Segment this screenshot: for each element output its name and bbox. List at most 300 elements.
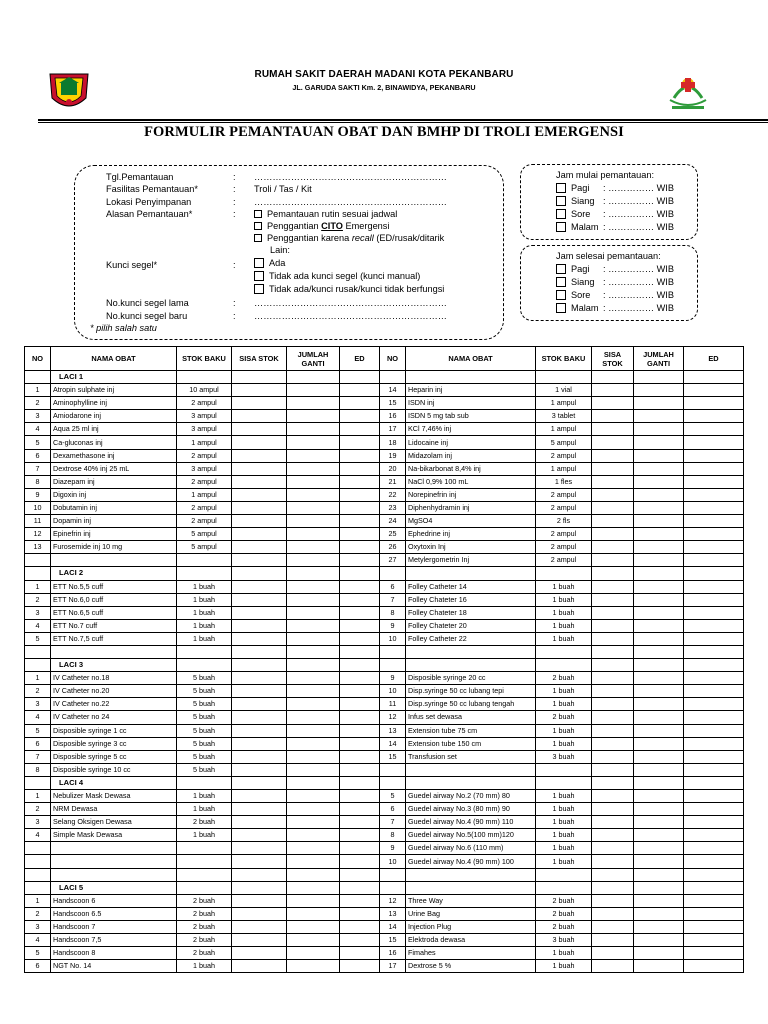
jumlah-ganti-input[interactable] [287,763,340,776]
jam-mulai-pagi[interactable]: Pagi : …………… WIB [556,183,674,194]
jumlah-ganti-input[interactable] [634,672,684,685]
jumlah-ganti-input[interactable] [287,449,340,462]
table-row [25,737,744,750]
sisa-stok-input[interactable] [592,685,634,698]
jumlah-ganti-input[interactable] [634,894,684,907]
jumlah-ganti-input[interactable] [634,423,684,436]
jumlah-ganti-input[interactable] [287,790,340,803]
ed-input[interactable] [340,934,380,947]
jumlah-ganti-input[interactable] [634,449,684,462]
lokasi-fill-field[interactable]: ……………………………………………………… [254,197,447,207]
jumlah-ganti-input[interactable] [287,397,340,410]
sisa-stok-input[interactable] [592,855,634,868]
ed-input[interactable] [684,803,744,816]
sisa-stok-input[interactable] [592,475,634,488]
item-name [406,868,536,881]
sisa-stok-input[interactable] [232,803,287,816]
ed-input[interactable] [684,829,744,842]
sisa-stok-input[interactable] [232,580,287,593]
sisa-stok-input[interactable] [232,816,287,829]
jumlah-ganti-input[interactable] [287,724,340,737]
item-name: IV Catheter no 24 [51,711,177,724]
ed-input[interactable] [340,829,380,842]
table-row [25,907,744,920]
ed-input[interactable] [684,894,744,907]
ed-input[interactable] [340,724,380,737]
jumlah-ganti-input[interactable] [287,816,340,829]
item-no: 10 [380,632,406,645]
ed-input[interactable] [684,737,744,750]
sisa-stok-input[interactable] [232,436,287,449]
jumlah-ganti-input[interactable] [634,541,684,554]
sisa-stok-input[interactable] [592,528,634,541]
ed-input[interactable] [340,698,380,711]
ed-input[interactable] [340,475,380,488]
jumlah-ganti-input[interactable] [634,606,684,619]
ed-input[interactable] [684,750,744,763]
jumlah-ganti-input[interactable] [634,501,684,514]
jam-mulai-malam[interactable]: Malam : …………… WIB [556,222,674,233]
jumlah-ganti-input[interactable] [287,829,340,842]
jumlah-ganti-input[interactable] [287,410,340,423]
jumlah-ganti-input[interactable] [287,384,340,397]
sisa-stok-input[interactable] [232,698,287,711]
ed-input[interactable] [684,554,744,567]
ed-input[interactable] [684,449,744,462]
ed-input[interactable] [684,384,744,397]
jumlah-ganti-input[interactable] [287,541,340,554]
checkbox[interactable] [556,264,566,274]
sisa-stok-input[interactable] [232,672,287,685]
ed-input[interactable] [684,763,744,776]
sisa-stok-input[interactable] [232,554,287,567]
jumlah-ganti-input[interactable] [287,934,340,947]
sisa-stok-input[interactable] [592,934,634,947]
jumlah-ganti-input[interactable] [287,632,340,645]
sisa-stok-input[interactable] [232,410,287,423]
sisa-stok-input[interactable] [592,698,634,711]
jumlah-ganti-input[interactable] [287,855,340,868]
jam-mulai-sore[interactable]: Sore : …………… WIB [556,209,674,220]
jumlah-ganti-input[interactable] [634,829,684,842]
jumlah-ganti-input[interactable] [634,907,684,920]
ed-input[interactable] [340,449,380,462]
jam-selesai-sore[interactable]: Sore : …………… WIB [556,290,674,301]
sisa-stok-input[interactable] [232,907,287,920]
sisa-stok-input[interactable] [232,868,287,881]
jumlah-ganti-input[interactable] [634,816,684,829]
jumlah-ganti-input[interactable] [634,947,684,960]
jumlah-ganti-input[interactable] [634,436,684,449]
item-name [51,554,177,567]
ed-input[interactable] [684,580,744,593]
jumlah-ganti-input[interactable] [287,528,340,541]
jumlah-ganti-input[interactable] [634,868,684,881]
fasilitas-value[interactable]: Troli / Tas / Kit [254,184,312,194]
ed-input[interactable] [340,397,380,410]
jumlah-ganti-input[interactable] [287,750,340,763]
jumlah-ganti-input[interactable] [634,384,684,397]
checkbox[interactable] [254,271,264,281]
sisa-stok-input[interactable] [232,488,287,501]
ed-input[interactable] [340,619,380,632]
jam-selesai-siang[interactable]: Siang : …………… WIB [556,277,674,288]
ed-input[interactable] [684,410,744,423]
ed-input[interactable] [684,868,744,881]
jumlah-ganti-input[interactable] [634,515,684,528]
jumlah-ganti-input[interactable] [634,488,684,501]
ed-input[interactable] [340,501,380,514]
sisa-stok-input[interactable] [232,423,287,436]
sisa-stok-input[interactable] [232,685,287,698]
ed-input[interactable] [340,580,380,593]
ed-input[interactable] [340,803,380,816]
checkbox[interactable] [556,209,566,219]
ed-input[interactable] [340,410,380,423]
empty-cell [25,567,51,580]
sisa-stok-input[interactable] [592,737,634,750]
jumlah-ganti-input[interactable] [634,580,684,593]
jumlah-ganti-input[interactable] [634,960,684,973]
sisa-stok-input[interactable] [592,449,634,462]
sisa-stok-input[interactable] [592,632,634,645]
sisa-stok-input[interactable] [592,960,634,973]
checkbox[interactable] [254,222,262,230]
sisa-stok-input[interactable] [232,475,287,488]
jam-selesai-malam[interactable]: Malam : …………… WIB [556,303,674,314]
ed-input[interactable] [684,960,744,973]
ed-input[interactable] [340,763,380,776]
sisa-stok-input[interactable] [232,528,287,541]
ed-input[interactable] [684,475,744,488]
sisa-stok-input[interactable] [232,711,287,724]
sisa-stok-input[interactable] [232,606,287,619]
sisa-stok-input[interactable] [232,960,287,973]
jumlah-ganti-input[interactable] [634,410,684,423]
checkbox[interactable] [556,277,566,287]
alasan-option-cito[interactable]: Penggantian CITO Emergensi [254,221,389,232]
sisa-stok-input[interactable] [592,580,634,593]
segel-lama-fill-field[interactable]: ……………………………………………………… [254,298,447,308]
item-no: 15 [380,934,406,947]
ed-input[interactable] [340,868,380,881]
ed-input[interactable] [340,711,380,724]
ed-input[interactable] [684,816,744,829]
jumlah-ganti-input[interactable] [634,632,684,645]
sisa-stok-input[interactable] [592,763,634,776]
sisa-stok-input[interactable] [592,816,634,829]
jumlah-ganti-input[interactable] [287,894,340,907]
ed-input[interactable] [340,554,380,567]
jumlah-ganti-input[interactable] [287,698,340,711]
ed-input[interactable] [684,724,744,737]
jumlah-ganti-input[interactable] [287,672,340,685]
jumlah-ganti-input[interactable] [634,803,684,816]
jumlah-ganti-input[interactable] [287,501,340,514]
ed-input[interactable] [340,960,380,973]
ed-input[interactable] [684,488,744,501]
ed-input[interactable] [684,515,744,528]
sisa-stok-input[interactable] [592,619,634,632]
ed-input[interactable] [684,934,744,947]
jumlah-ganti-input[interactable] [287,619,340,632]
jumlah-ganti-input[interactable] [287,462,340,475]
checkbox[interactable] [254,234,262,242]
jumlah-ganti-input[interactable] [287,475,340,488]
jumlah-ganti-input[interactable] [287,737,340,750]
sisa-stok-input[interactable] [592,410,634,423]
jumlah-ganti-input[interactable] [287,685,340,698]
sisa-stok-input[interactable] [592,645,634,658]
item-no: 2 [25,593,51,606]
table-row [25,790,744,803]
ed-input[interactable] [340,488,380,501]
kunci-option-rusak[interactable]: Tidak ada/kunci rusak/kunci tidak berfungsi [254,284,444,295]
ed-input[interactable] [340,920,380,933]
jam-mulai-siang[interactable]: Siang : …………… WIB [556,196,674,207]
ed-input[interactable] [340,606,380,619]
sisa-stok-input[interactable] [592,554,634,567]
item-name: Metylergometrin Inj [406,554,536,567]
jumlah-ganti-input[interactable] [287,606,340,619]
ed-input[interactable] [684,711,744,724]
jumlah-ganti-input[interactable] [634,790,684,803]
sisa-stok-input[interactable] [592,947,634,960]
item-no: 2 [25,685,51,698]
ed-input[interactable] [340,632,380,645]
ed-input[interactable] [684,397,744,410]
sisa-stok-input[interactable] [592,488,634,501]
sisa-stok-input[interactable] [592,384,634,397]
ed-input[interactable] [684,593,744,606]
sisa-stok-input[interactable] [232,934,287,947]
jumlah-ganti-input[interactable] [287,436,340,449]
sisa-stok-input[interactable] [232,724,287,737]
jumlah-ganti-input[interactable] [287,868,340,881]
sisa-stok-input[interactable] [232,763,287,776]
checkbox[interactable] [254,284,264,294]
sisa-stok-input[interactable] [592,803,634,816]
sisa-stok-input[interactable] [232,920,287,933]
sisa-stok-input[interactable] [232,645,287,658]
jumlah-ganti-input[interactable] [634,750,684,763]
ed-input[interactable] [340,737,380,750]
sisa-stok-input[interactable] [232,750,287,763]
sisa-stok-input[interactable] [232,619,287,632]
sisa-stok-input[interactable] [232,541,287,554]
alasan-option-rutin[interactable]: Pemantauan rutin sesuai jadwal [254,209,397,220]
jumlah-ganti-input[interactable] [634,554,684,567]
sisa-stok-input[interactable] [592,515,634,528]
sisa-stok-input[interactable] [592,541,634,554]
ed-input[interactable] [684,947,744,960]
jumlah-ganti-input[interactable] [634,462,684,475]
ed-input[interactable] [340,894,380,907]
alasan-option-lain[interactable]: Lain: [270,245,290,255]
sisa-stok-input[interactable] [592,868,634,881]
ed-input[interactable] [340,672,380,685]
jumlah-ganti-input[interactable] [287,488,340,501]
sisa-stok-input[interactable] [592,842,634,855]
ed-input[interactable] [684,672,744,685]
ed-input[interactable] [340,947,380,960]
sisa-stok-input[interactable] [592,436,634,449]
jumlah-ganti-input[interactable] [287,423,340,436]
jam-selesai-pagi[interactable]: Pagi : …………… WIB [556,264,674,275]
checkbox[interactable] [556,290,566,300]
section-row [25,371,744,384]
ed-input[interactable] [684,698,744,711]
ed-input[interactable] [684,645,744,658]
ed-input[interactable] [684,501,744,514]
sisa-stok-input[interactable] [232,462,287,475]
jumlah-ganti-input[interactable] [287,920,340,933]
ed-input[interactable] [684,606,744,619]
jumlah-ganti-input[interactable] [287,842,340,855]
sisa-stok-input[interactable] [232,894,287,907]
table-row [25,894,744,907]
sisa-stok-input[interactable] [592,593,634,606]
sisa-stok-input[interactable] [232,842,287,855]
alasan-option-recall[interactable]: Penggantian karena recall (ED/rusak/ditarik [254,233,444,244]
tgl-fill-field[interactable]: ……………………………………………………… [254,172,447,182]
sisa-stok-input[interactable] [232,947,287,960]
ed-input[interactable] [340,436,380,449]
jumlah-ganti-input[interactable] [287,580,340,593]
sisa-stok-input[interactable] [592,790,634,803]
jumlah-ganti-input[interactable] [287,593,340,606]
ed-input[interactable] [684,541,744,554]
jumlah-ganti-input[interactable] [634,855,684,868]
sisa-stok-input[interactable] [232,737,287,750]
jumlah-ganti-input[interactable] [634,685,684,698]
ed-input[interactable] [684,855,744,868]
checkbox[interactable] [254,210,262,218]
kunci-option-ada[interactable]: Ada [254,258,285,269]
ed-input[interactable] [340,685,380,698]
ed-input[interactable] [340,842,380,855]
ed-input[interactable] [684,907,744,920]
ed-input[interactable] [340,907,380,920]
jumlah-ganti-input[interactable] [634,528,684,541]
jumlah-ganti-input[interactable] [287,711,340,724]
table-row [25,803,744,816]
jumlah-ganti-input[interactable] [287,960,340,973]
sisa-stok-input[interactable] [232,855,287,868]
ed-input[interactable] [684,619,744,632]
sisa-stok-input[interactable] [232,790,287,803]
ed-input[interactable] [340,645,380,658]
sisa-stok-input[interactable] [232,593,287,606]
ed-input[interactable] [684,685,744,698]
ed-input[interactable] [684,462,744,475]
ed-input[interactable] [340,855,380,868]
jumlah-ganti-input[interactable] [287,645,340,658]
sisa-stok-input[interactable] [592,920,634,933]
ed-input[interactable] [340,384,380,397]
sisa-stok-input[interactable] [592,711,634,724]
empty-cell [684,659,744,672]
ed-input[interactable] [684,842,744,855]
jumlah-ganti-input[interactable] [287,803,340,816]
sisa-stok-input[interactable] [232,449,287,462]
sisa-stok-input[interactable] [592,724,634,737]
ed-input[interactable] [340,790,380,803]
segel-baru-fill-field[interactable]: ……………………………………………………… [254,311,447,321]
sisa-stok-input[interactable] [592,501,634,514]
ed-input[interactable] [684,528,744,541]
jam-selesai-title: Jam selesai pemantauan: [556,251,661,261]
ed-input[interactable] [684,423,744,436]
sisa-stok-input[interactable] [232,397,287,410]
sisa-stok-input[interactable] [592,894,634,907]
jumlah-ganti-input[interactable] [634,737,684,750]
ed-input[interactable] [340,750,380,763]
checkbox[interactable] [254,258,264,268]
sisa-stok-input[interactable] [232,501,287,514]
jumlah-ganti-input[interactable] [287,947,340,960]
ed-input[interactable] [684,920,744,933]
ed-input[interactable] [340,528,380,541]
checkbox[interactable] [556,183,566,193]
jumlah-ganti-input[interactable] [634,842,684,855]
jumlah-ganti-input[interactable] [634,920,684,933]
checkbox[interactable] [556,222,566,232]
kunci-option-manual[interactable]: Tidak ada kunci segel (kunci manual) [254,271,420,282]
sisa-stok-input[interactable] [592,397,634,410]
jumlah-ganti-input[interactable] [287,554,340,567]
jumlah-ganti-input[interactable] [634,645,684,658]
sisa-stok-input[interactable] [232,632,287,645]
sisa-stok-input[interactable] [592,423,634,436]
sisa-stok-input[interactable] [232,515,287,528]
jumlah-ganti-input[interactable] [634,619,684,632]
jumlah-ganti-input[interactable] [634,934,684,947]
jumlah-ganti-input[interactable] [634,593,684,606]
sisa-stok-input[interactable] [592,907,634,920]
empty-cell [380,776,406,789]
ed-input[interactable] [340,515,380,528]
ed-input[interactable] [340,816,380,829]
sisa-stok-input[interactable] [592,750,634,763]
ed-input[interactable] [340,541,380,554]
sisa-stok-input[interactable] [592,672,634,685]
jumlah-ganti-input[interactable] [634,698,684,711]
stok-baku: 1 buah [536,632,592,645]
sisa-stok-input[interactable] [232,384,287,397]
ed-input[interactable] [684,436,744,449]
ed-input[interactable] [684,632,744,645]
jumlah-ganti-input[interactable] [634,724,684,737]
ed-input[interactable] [684,790,744,803]
jumlah-ganti-input[interactable] [634,763,684,776]
sisa-stok-input[interactable] [232,829,287,842]
jumlah-ganti-input[interactable] [634,475,684,488]
checkbox[interactable] [556,303,566,313]
sisa-stok-input[interactable] [592,462,634,475]
sisa-stok-input[interactable] [592,606,634,619]
jumlah-ganti-input[interactable] [634,711,684,724]
empty-cell [406,659,536,672]
jumlah-ganti-input[interactable] [634,397,684,410]
ed-input[interactable] [340,593,380,606]
checkbox[interactable] [556,196,566,206]
ed-input[interactable] [340,423,380,436]
sisa-stok-input[interactable] [592,829,634,842]
ed-input[interactable] [340,462,380,475]
jumlah-ganti-input[interactable] [287,907,340,920]
jumlah-ganti-input[interactable] [287,515,340,528]
